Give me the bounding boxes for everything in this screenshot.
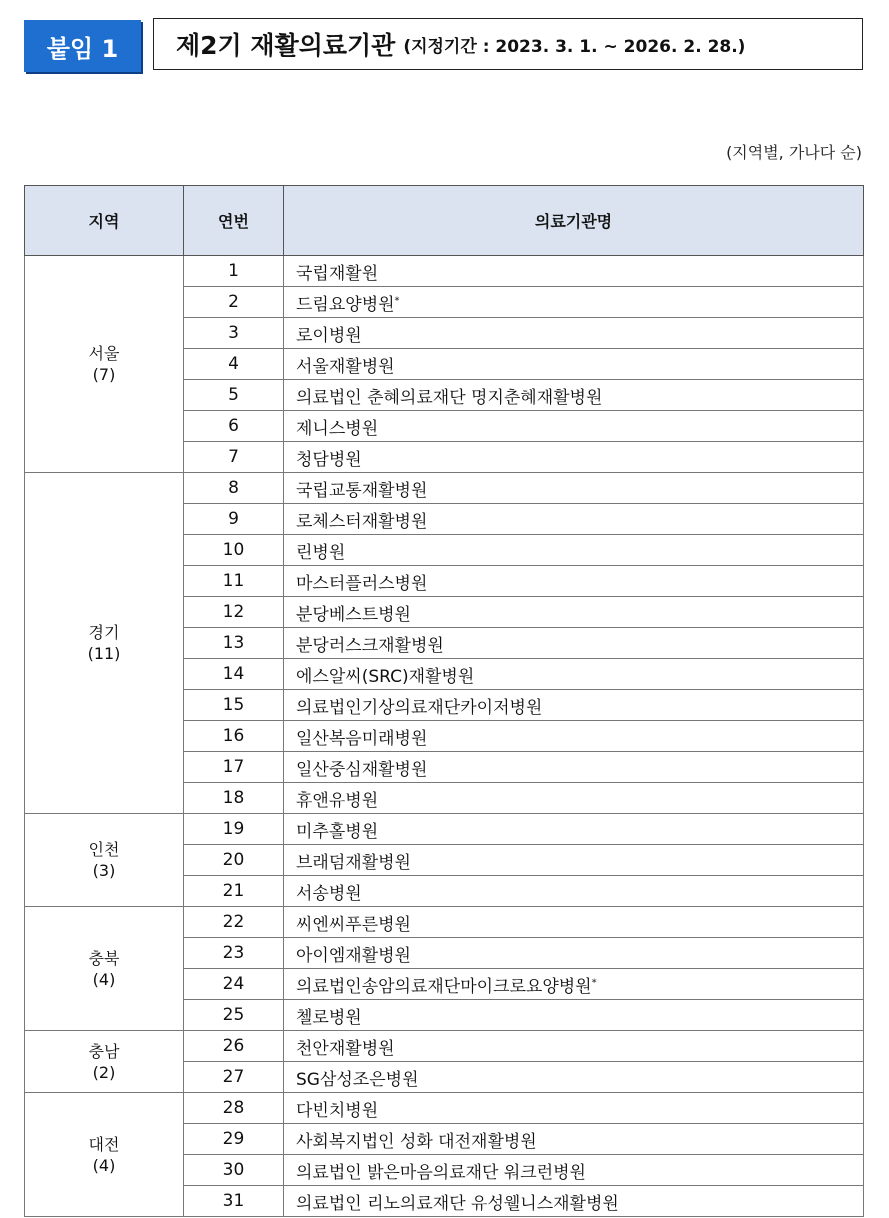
institution-name-cell (284, 1031, 864, 1062)
institution-name: 의료법인기상의료재단카이저병원 (296, 697, 543, 718)
region-name: 대전 (88, 1134, 120, 1154)
institution-name: 미추홀병원 (296, 821, 379, 842)
institution-name: 마스터플러스병원 (296, 573, 428, 594)
institution-name-cell (284, 566, 864, 597)
institution-name: 아이엠재활병원 (296, 945, 411, 966)
institution-name: 로이병원 (296, 325, 362, 346)
institution-name: 서울재활병원 (296, 356, 395, 377)
region-count: (7) (92, 365, 116, 384)
institution-name-cell (284, 349, 864, 380)
institution-name-cell (284, 597, 864, 628)
institution-name-cell (284, 287, 864, 318)
institution-name: 브래덤재활병원 (296, 852, 411, 873)
institution-name: 분당베스트병원 (296, 604, 411, 625)
institution-name-cell (284, 938, 864, 969)
institution-name: 국립교통재활병원 (296, 480, 428, 501)
institution-name: 휴앤유병원 (296, 790, 379, 811)
column-header-name: 의료기관명 (284, 186, 864, 256)
institution-name: 의료법인송암의료재단마이크로요양병원 (296, 976, 592, 997)
serial-number-cell: 19 (184, 814, 284, 845)
table-row (25, 1031, 864, 1062)
institution-name-cell (284, 1155, 864, 1186)
serial-number-cell: 1 (184, 256, 284, 287)
serial-number-cell: 30 (184, 1155, 284, 1186)
region-count: (3) (92, 861, 116, 880)
table-row (25, 814, 864, 845)
page-title: 제2기 재활의료기관 (176, 31, 396, 60)
region-cell (25, 814, 184, 907)
region-name: 충북 (88, 948, 120, 968)
institution-name-cell (284, 256, 864, 287)
institution-name-cell (284, 845, 864, 876)
institution-name: 청담병원 (296, 449, 362, 470)
institution-name-cell (284, 721, 864, 752)
serial-number-cell: 31 (184, 1186, 284, 1217)
institution-name: 의료법인 밝은마음의료재단 워크런병원 (296, 1162, 586, 1183)
table-body (25, 256, 864, 1217)
institution-name-cell (284, 1093, 864, 1124)
institution-name-cell (284, 411, 864, 442)
serial-number-cell: 14 (184, 659, 284, 690)
serial-number-cell: 11 (184, 566, 284, 597)
institution-name-cell (284, 473, 864, 504)
region-cell (25, 473, 184, 814)
institution-name: 국립재활원 (296, 263, 379, 284)
serial-number-cell: 2 (184, 287, 284, 318)
serial-number-cell: 15 (184, 690, 284, 721)
column-header-number: 연번 (184, 186, 284, 256)
designation-period: (지정기간 : 2023. 3. 1. ~ 2026. 2. 28.) (403, 36, 746, 57)
serial-number-cell: 23 (184, 938, 284, 969)
footnote-mark: * (394, 294, 400, 306)
region-cell (25, 256, 184, 473)
institution-name-cell (284, 380, 864, 411)
table-row (25, 1093, 864, 1124)
institution-name: SG삼성조은병원 (296, 1069, 419, 1090)
serial-number-cell: 28 (184, 1093, 284, 1124)
region-cell (25, 1093, 184, 1217)
region-count: (4) (92, 1155, 116, 1175)
institution-name-cell (284, 1124, 864, 1155)
region-count: (2) (92, 1062, 116, 1082)
serial-number-cell: 3 (184, 318, 284, 349)
region-cell (25, 1031, 184, 1093)
column-header-region: 지역 (25, 186, 184, 256)
institution-name-cell (284, 659, 864, 690)
serial-number-cell: 22 (184, 907, 284, 938)
institution-name: 일산복음미래병원 (296, 728, 428, 749)
serial-number-cell: 25 (184, 1000, 284, 1031)
institution-name: 의료법인 춘혜의료재단 명지춘혜재활병원 (296, 387, 603, 408)
region-count: (11) (87, 644, 121, 663)
table-row (25, 256, 864, 287)
institution-name: 로체스터재활병원 (296, 511, 428, 532)
serial-number-cell: 12 (184, 597, 284, 628)
institution-name: 린병원 (296, 542, 346, 563)
institution-name: 씨엔씨푸른병원 (296, 914, 411, 935)
institution-name-cell (284, 1186, 864, 1217)
institution-name-cell (284, 442, 864, 473)
serial-number-cell: 5 (184, 380, 284, 411)
institution-name-cell (284, 783, 864, 814)
attachment-badge: 붙임 1 (24, 20, 141, 72)
institution-name: 드림요양병원 (296, 294, 395, 315)
institution-name-cell (284, 752, 864, 783)
institution-name-cell (284, 876, 864, 907)
serial-number-cell: 18 (184, 783, 284, 814)
region-name: 서울 (88, 344, 120, 363)
institution-table (24, 185, 864, 1217)
region-cell (25, 907, 184, 1031)
institution-name: 첼로병원 (296, 1007, 362, 1028)
serial-number-cell: 17 (184, 752, 284, 783)
institution-name-cell (284, 690, 864, 721)
institution-name-cell (284, 1000, 864, 1031)
serial-number-cell: 13 (184, 628, 284, 659)
region-name: 인천 (88, 840, 120, 859)
serial-number-cell: 6 (184, 411, 284, 442)
serial-number-cell: 20 (184, 845, 284, 876)
region-name: 경기 (88, 623, 120, 642)
institution-name: 다빈치병원 (296, 1100, 379, 1121)
institution-name-cell (284, 504, 864, 535)
table-row (25, 907, 864, 938)
region-name: 충남 (88, 1041, 120, 1061)
institution-name: 천안재활병원 (296, 1038, 395, 1059)
institution-name: 의료법인 리노의료재단 유성웰니스재활병원 (296, 1193, 619, 1214)
institution-name-cell (284, 535, 864, 566)
serial-number-cell: 8 (184, 473, 284, 504)
institution-name: 서송병원 (296, 883, 362, 904)
serial-number-cell: 27 (184, 1062, 284, 1093)
serial-number-cell: 26 (184, 1031, 284, 1062)
footnote-mark: * (591, 976, 597, 988)
serial-number-cell: 7 (184, 442, 284, 473)
serial-number-cell: 9 (184, 504, 284, 535)
institution-name-cell (284, 969, 864, 1000)
institution-name: 사회복지법인 성화 대전재활병원 (296, 1131, 537, 1152)
institution-name-cell (284, 907, 864, 938)
title-box (153, 18, 863, 70)
institution-name: 에스알씨(SRC)재활병원 (296, 666, 475, 687)
institution-name-cell (284, 814, 864, 845)
serial-number-cell: 24 (184, 969, 284, 1000)
region-count: (4) (92, 969, 116, 989)
serial-number-cell: 29 (184, 1124, 284, 1155)
institution-name: 제니스병원 (296, 418, 379, 439)
serial-number-cell: 16 (184, 721, 284, 752)
institution-name-cell (284, 318, 864, 349)
serial-number-cell: 4 (184, 349, 284, 380)
table-header-row (25, 186, 864, 256)
serial-number-cell: 21 (184, 876, 284, 907)
serial-number-cell: 10 (184, 535, 284, 566)
table-row (25, 473, 864, 504)
institution-name-cell (284, 1062, 864, 1093)
sort-note: (지역별, 가나다 순) (726, 143, 862, 162)
institution-name: 분당러스크재활병원 (296, 635, 444, 656)
institution-name: 일산중심재활병원 (296, 759, 428, 780)
institution-name-cell (284, 628, 864, 659)
